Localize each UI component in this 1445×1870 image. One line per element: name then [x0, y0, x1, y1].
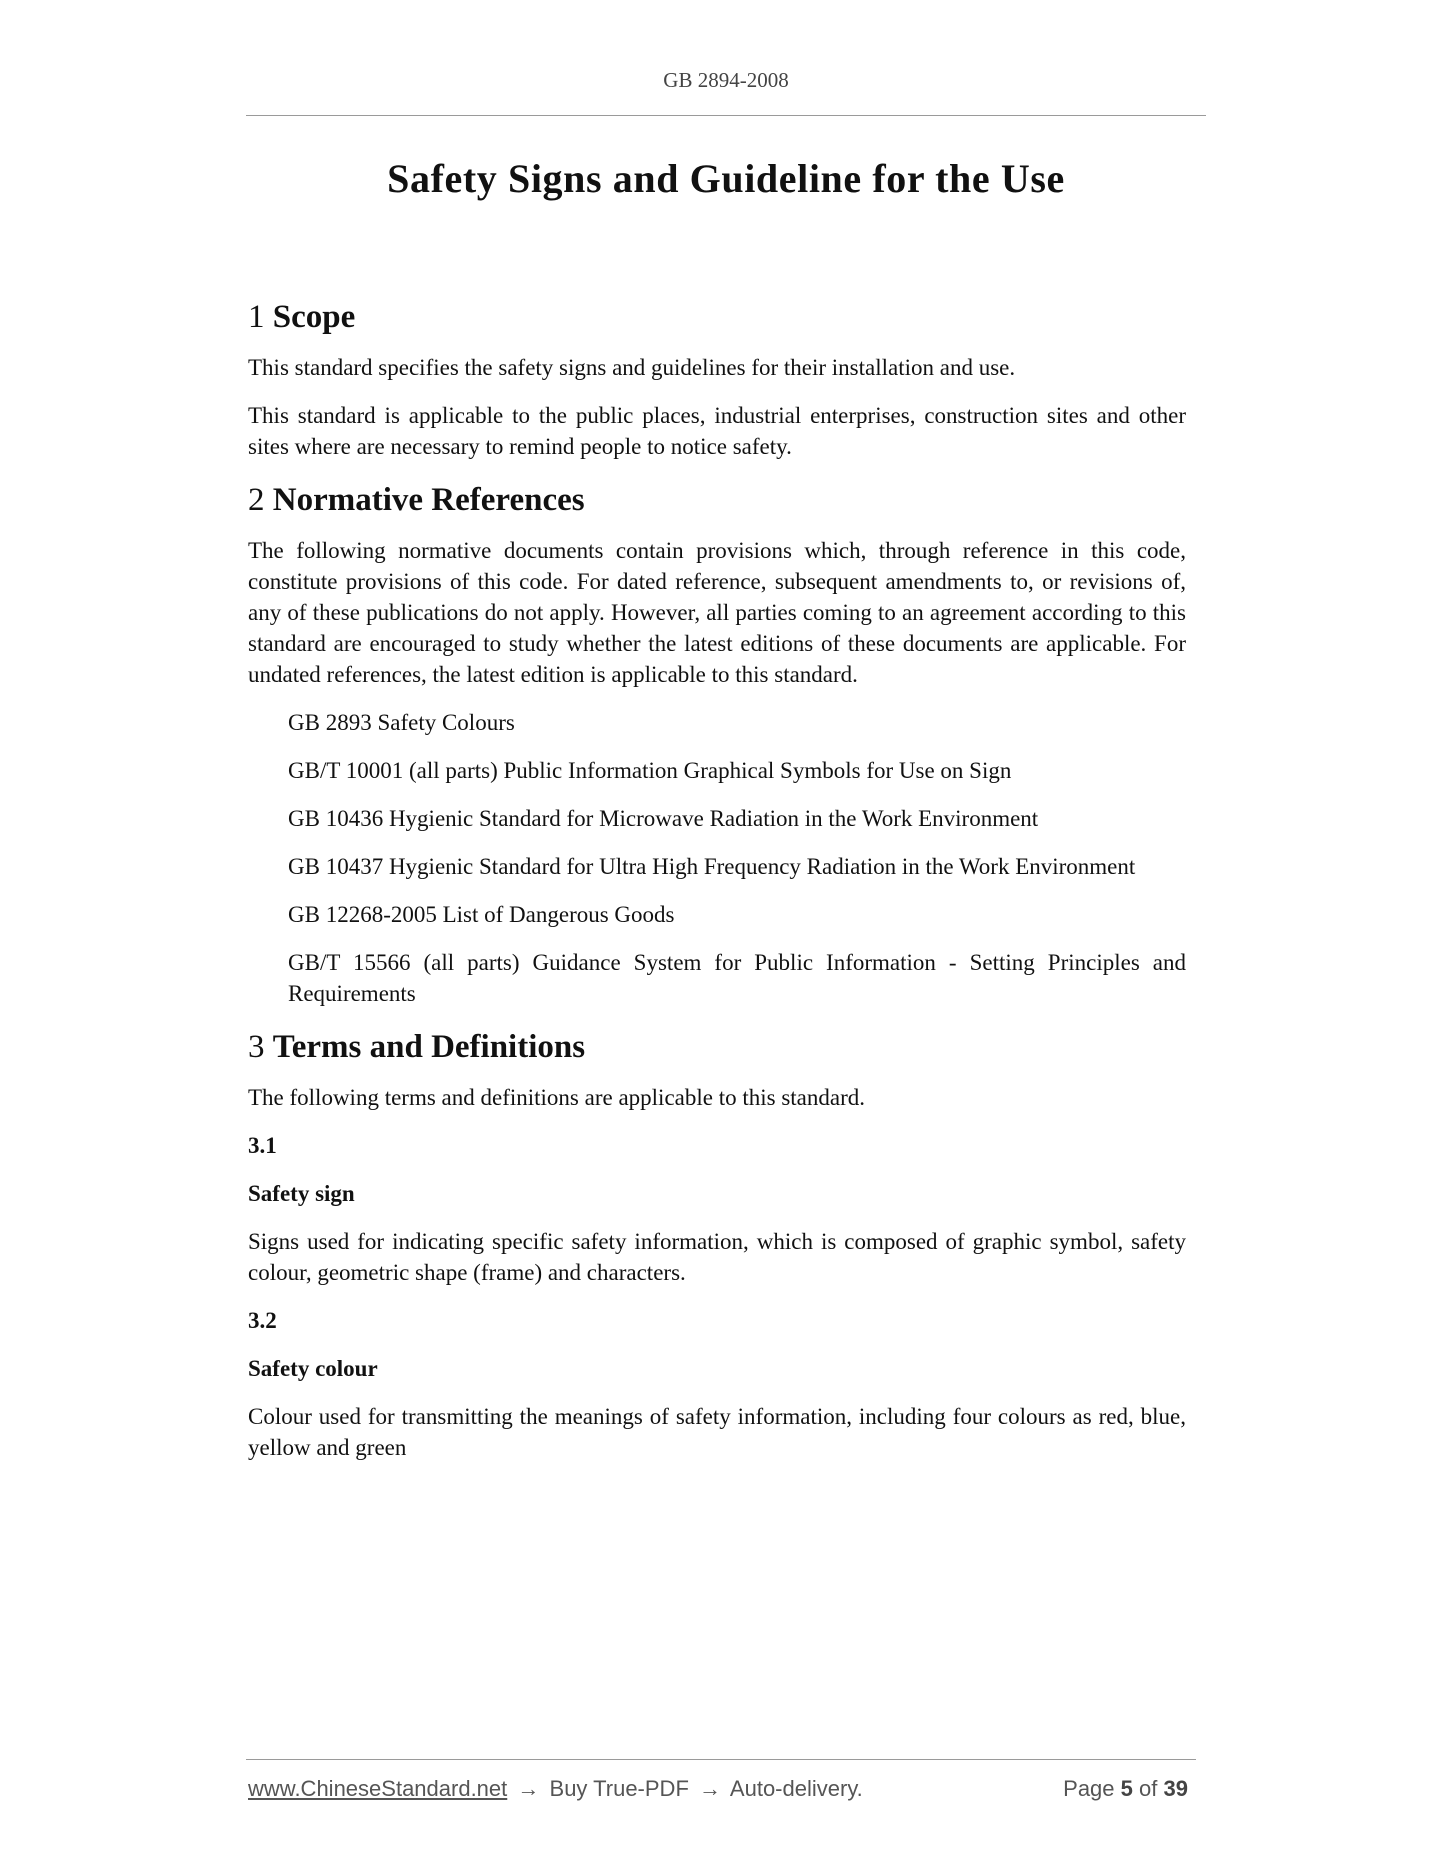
term-definition: Signs used for indicating specific safety information, which is composed of graphic symbol, safety colour, geometric shape (frame) and characters. [248, 1229, 1186, 1285]
running-header: GB 2894-2008 [663, 68, 789, 92]
page-total: 39 [1163, 1776, 1188, 1801]
page-indicator [1063, 1776, 1188, 1802]
reference-item: GB 12268-2005 List of Dangerous Goods [288, 902, 675, 927]
section-number: 3 [248, 1029, 265, 1065]
terms-intro-paragraph: The following terms and definitions are applicable to this standard. [248, 1085, 866, 1110]
section-title: Terms and Definitions [272, 1029, 586, 1065]
buy-pdf-text: Buy True-PDF [549, 1776, 689, 1801]
document-title: Safety Signs and Guideline for the Use [387, 156, 1065, 201]
term-name: Safety colour [248, 1356, 378, 1381]
footer-divider [246, 1759, 1196, 1760]
page-footer [248, 1776, 1188, 1806]
reference-item: GB/T 15566 (all parts) Guidance System for Public Information - Setting Principles and Requirements [288, 950, 1186, 1006]
reference-item: GB/T 10001 (all parts) Public Information Graphical Symbols for Use on Sign [288, 758, 1012, 783]
section-heading-terms-and-definitions [248, 1026, 1186, 1068]
arrow-right-icon: → [517, 1776, 540, 1801]
term-name: Safety sign [248, 1181, 355, 1206]
term-number: 3.1 [248, 1133, 277, 1158]
reference-item: GB 2893 Safety Colours [288, 710, 515, 735]
auto-delivery-text: Auto-delivery. [729, 1776, 863, 1801]
term-number: 3.2 [248, 1308, 277, 1333]
of-label: of [1139, 1776, 1158, 1801]
reference-item: GB 10437 Hygienic Standard for Ultra High Frequency Radiation in the Work Environment [288, 854, 1136, 879]
section-number: 1 [248, 299, 265, 335]
section-title: Normative References [272, 482, 585, 518]
page-label: Page [1063, 1776, 1115, 1801]
scope-paragraph: This standard specifies the safety signs and guidelines for their installation and use. [248, 355, 1016, 380]
section-title: Scope [272, 299, 356, 335]
normative-intro-paragraph: The following normative documents contain provisions which, through reference in this code, constitute provisions of this code. For dated reference, subsequent amendments to, or revisions of, any of these publications do not apply. However, all parties coming to an agreement according to this standard are encouraged to study whether the latest editions of these documents are applicable. For undated references, the latest edition is applicable to this standard. [248, 538, 1186, 687]
arrow-right-icon: → [699, 1776, 722, 1801]
document-body [248, 296, 1186, 1480]
section-heading-scope [248, 296, 1186, 338]
scope-paragraph: This standard is applicable to the public places, industrial enterprises, construction sites and other sites where are necessary to remind people to notice safety. [248, 403, 1186, 459]
section-heading-normative-references [248, 479, 1186, 521]
website-link[interactable]: www.ChineseStandard.net [248, 1776, 508, 1801]
page-number: 5 [1120, 1776, 1133, 1801]
reference-item: GB 10436 Hygienic Standard for Microwave Radiation in the Work Environment [288, 806, 1039, 831]
section-number: 2 [248, 482, 265, 518]
header-divider [246, 115, 1206, 116]
term-definition: Colour used for transmitting the meanings of safety information, including four colours as red, blue, yellow and green [248, 1404, 1186, 1460]
